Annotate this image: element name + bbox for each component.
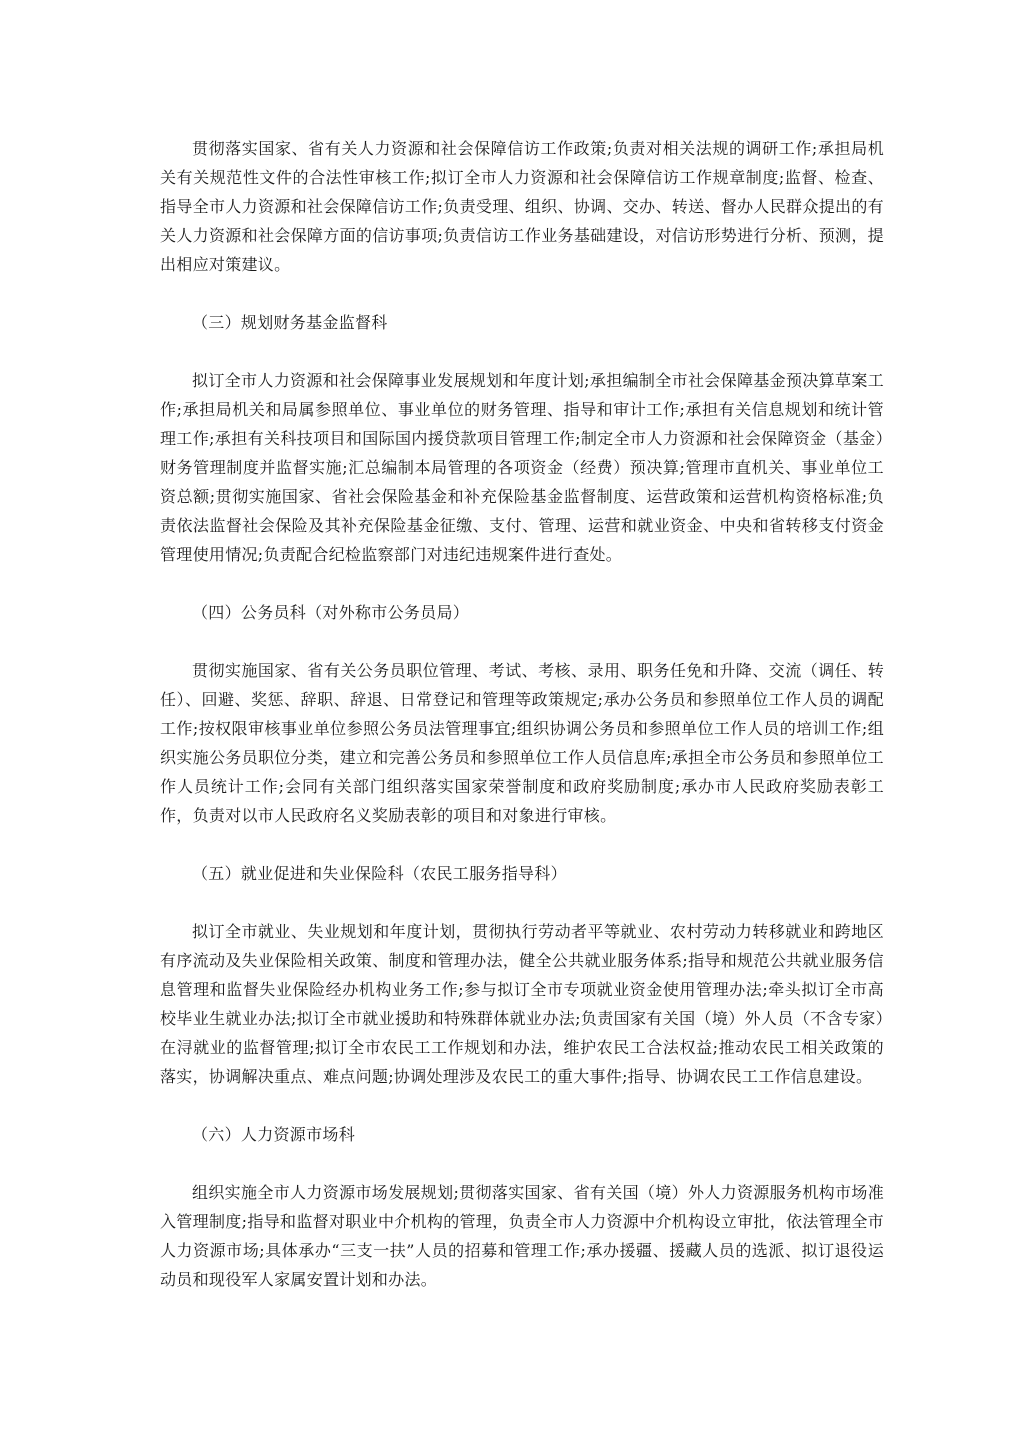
paragraph-3: 拟订全市人力资源和社会保障事业发展规划和年度计划;承担编制全市社会保障基金预决算草案工作;承担局机关和局属参照单位、事业单位的财务管理、指导和审计工作;承担有关信息规划和统计管理工作;承担有关科技项目和国际国内援贷款项目管理工作;制定全市人力资源和社会保障资金（基金）财务管理制度并监督实施;汇总编制本局管理的各项资金（经费）预决算;管理市直机关、事业单位工资总额;贯彻实施国家、省社会保险基金和补充保险基金监督制度、运营政策和运营机构资格标准;负责依法监督社会保险及其补充保险基金征缴、支付、管理、运营和就业资金、中央和省转移支付资金管理使用情况;负责配合纪检监察部门对违纪违规案件进行查处。 bbox=[160, 371, 884, 564]
paragraph-5: 拟订全市就业、失业规划和年度计划，贯彻执行劳动者平等就业、农村劳动力转移就业和跨地区有序流动及失业保险相关政策、制度和管理办法，健全公共就业服务体系;指导和规范公共就业服务信息管理和监督失业保险经办机构业务工作;参与拟订全市专项就业资金使用管理办法;牵头拟订全市高校毕业生就业办法;拟订全市就业援助和特殊群体就业办法;负责国家有关国（境）外人员（不含专家）在浔就业的监督管理;拟订全市农民工工作规划和办法，维护农民工合法权益;推动农民工相关政策的落实，协调解决重点、难点问题;协调处理涉及农民工的重大事件;指导、协调农民工工作信息建设。 bbox=[160, 922, 884, 1086]
section-heading-4: （四）公务员科（对外称市公务员局） bbox=[192, 603, 470, 622]
section-heading-3: （三）规划财务基金监督科 bbox=[192, 313, 388, 332]
section-heading-6: （六）人力资源市场科 bbox=[192, 1125, 356, 1144]
paragraph-4: 贯彻实施国家、省有关公务员职位管理、考试、考核、录用、职务任免和升降、交流（调任、转任）、回避、奖惩、辞职、辞退、日常登记和管理等政策规定;承办公务员和参照单位工作人员的调配工作;按权限审核事业单位参照公务员法管理事宜;组织协调公务员和参照单位工作人员的培训工作;组织实施公务员职位分类，建立和完善公务员和参照单位工作人员信息库;承担全市公务员和参照单位工作人员统计工作;会同有关部门组织落实国家荣誉制度和政府奖励制度;承办市人民政府奖励表彰工作，负责对以市人民政府名义奖励表彰的项目和对象进行审核。 bbox=[160, 661, 884, 825]
section-heading-5: （五）就业促进和失业保险科（农民工服务指导科） bbox=[192, 864, 567, 883]
document-page bbox=[160, 134, 884, 1294]
paragraph-6: 组织实施全市人力资源市场发展规划;贯彻落实国家、省有关国（境）外人力资源服务机构市场准入管理制度;指导和监督对职业中介机构的管理，负责全市人力资源中介机构设立审批，依法管理全市人力资源市场;具体承办“三支一扶”人员的招募和管理工作;承办援疆、援藏人员的选派、拟订退役运动员和现役军人家属安置计划和办法。 bbox=[160, 1183, 884, 1289]
paragraph-0: 贯彻落实国家、省有关人力资源和社会保障信访工作政策;负责对相关法规的调研工作;承担局机关有关规范性文件的合法性审核工作;拟订全市人力资源和社会保障信访工作规章制度;监督、检查、指导全市人力资源和社会保障信访工作;负责受理、组织、协调、交办、转送、督办人民群众提出的有关人力资源和社会保障方面的信访事项;负责信访工作业务基础建设，对信访形势进行分析、预测，提出相应对策建议。 bbox=[160, 139, 884, 274]
